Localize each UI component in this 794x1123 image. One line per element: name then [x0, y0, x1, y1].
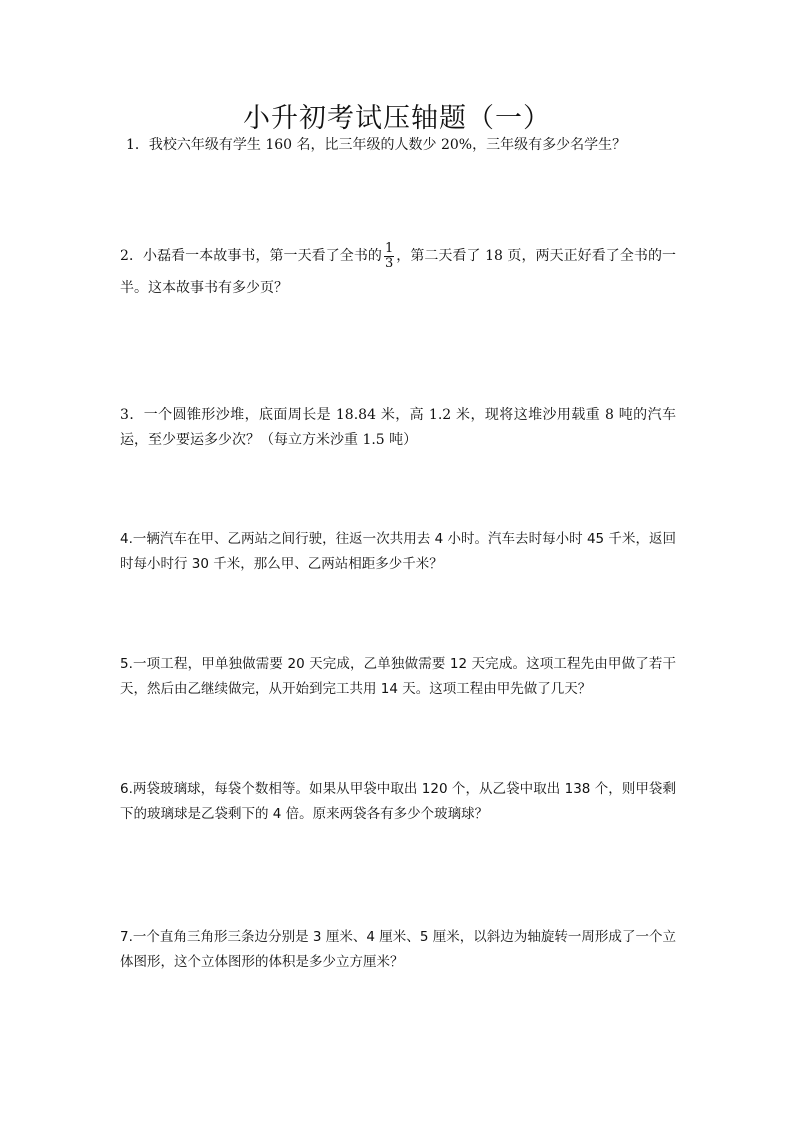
question-3: 3．一个圆锥形沙堆，底面周长是 18.84 米，高 1.2 米，现将这堆沙用载重 8 吨的汽车运，至少要运多少次？（每立方米沙重 1.5 吨） — [120, 407, 676, 448]
page-title: 小升初考试压轴题（一） — [243, 103, 551, 134]
question-4: 4.一辆汽车在甲、乙两站之间行驶，往返一次共用去 4 小时。汽车去时每小时 45 千米，返回时每小时行 30 千米，那么甲、乙两站相距多少千米？ — [120, 531, 676, 572]
question-5: 5.一项工程，甲单独做需要 20 天完成，乙单独做需要 12 天完成。这项工程先由甲做了若干天，然后由乙继续做完，从开始到完工共用 14 天。这项工程由甲先做了几天？ — [120, 656, 676, 697]
question-7: 7.一个直角三角形三条边分别是 3 厘米、4 厘米、5 厘米，以斜边为轴旋转一周形成了一个立体图形，这个立体图形的体积是多少立方厘米？ — [120, 929, 676, 970]
fraction-denominator: 3 — [384, 255, 394, 271]
question-2 — [120, 240, 676, 304]
question-2-text-after: ，第二天看了 18 页，两天正好看了全书的一半。这本故事书有多少页？ — [120, 248, 677, 296]
question-1: 1．我校六年级有学生 160 名，比三年级的人数少 20%，三年级有多少名学生？ — [126, 137, 627, 153]
question-2-text-before: 2．小磊看一本故事书，第一天看了全书的 — [120, 248, 382, 264]
fraction-numerator: 1 — [384, 240, 394, 256]
question-6: 6.两袋玻璃球，每袋个数相等。如果从甲袋中取出 120 个，从乙袋中取出 138 个，则甲袋剩下的玻璃球是乙袋剩下的 4 倍。原来两袋各有多少个玻璃球？ — [120, 781, 676, 822]
fraction-one-third — [384, 242, 394, 271]
